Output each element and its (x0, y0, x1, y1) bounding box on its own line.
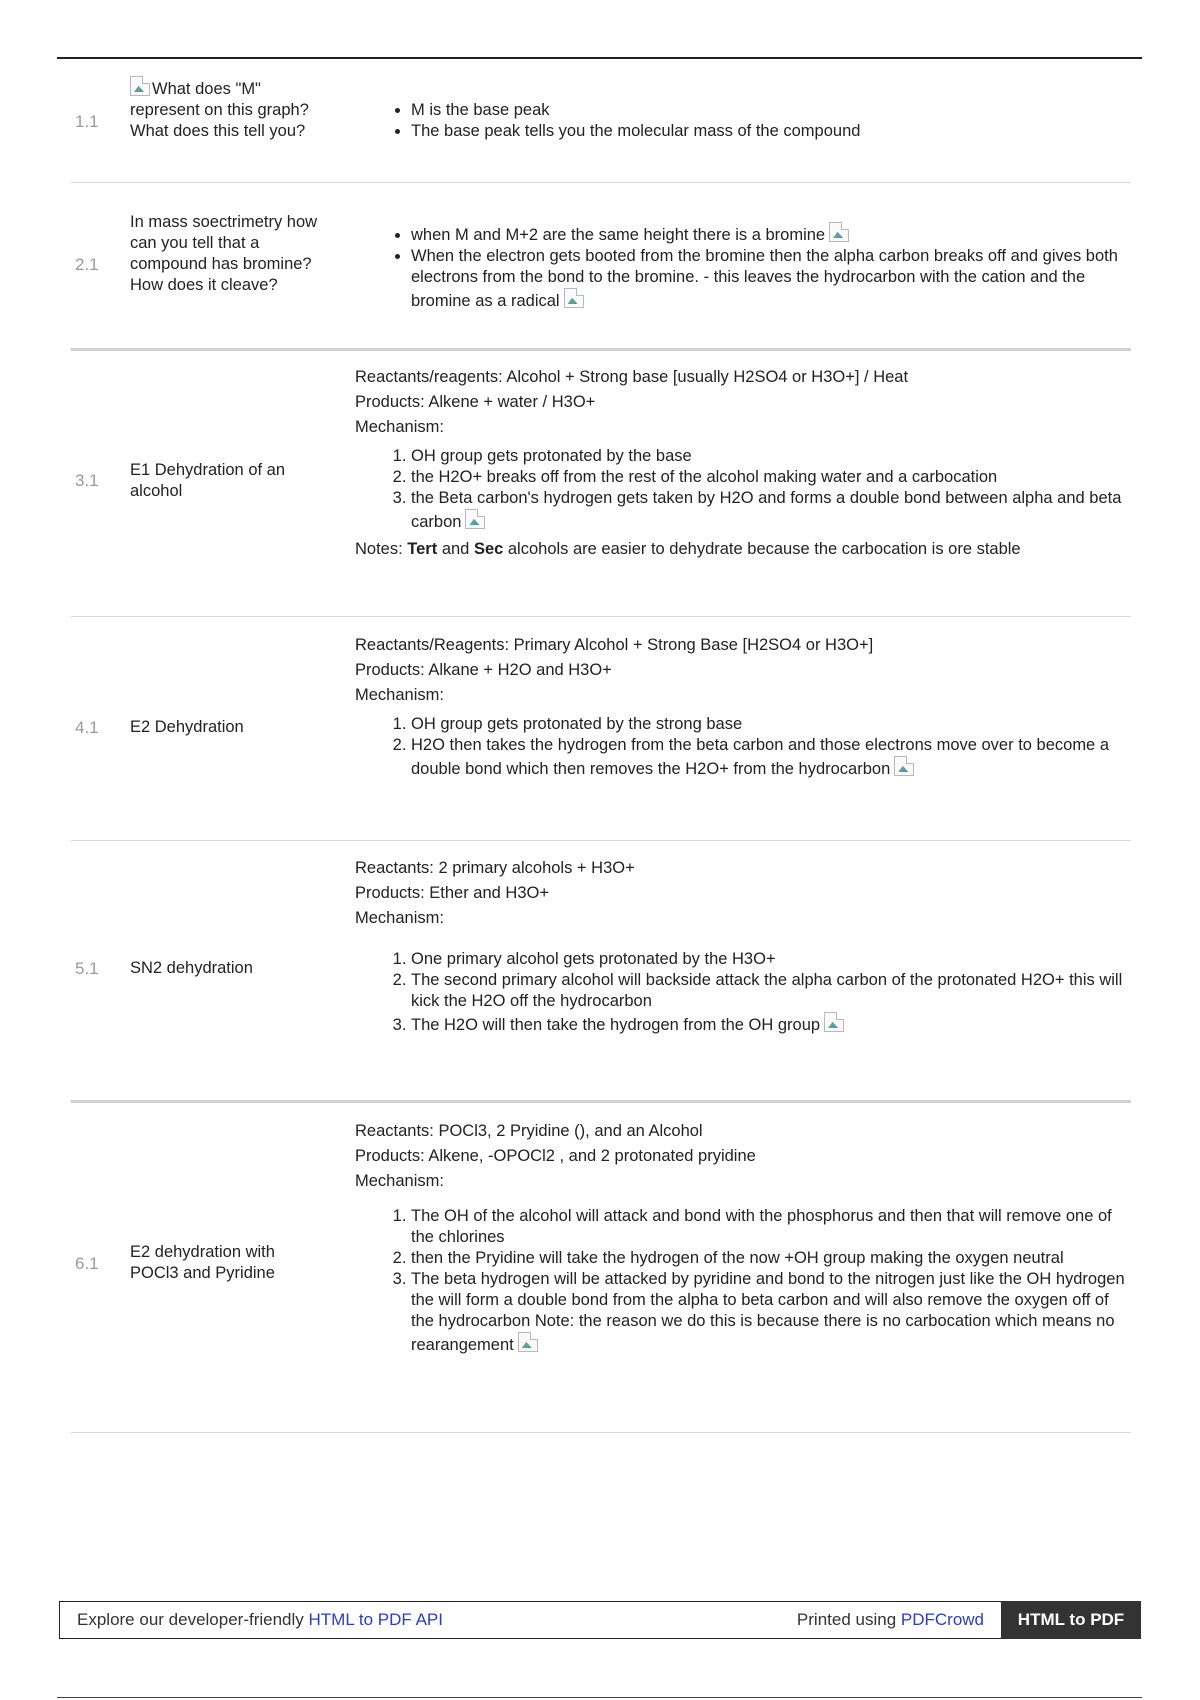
card-number: 4.1 (75, 718, 99, 737)
reactants-line: Reactants/Reagents: Primary Alcohol + Strong Base [H2SO4 or H3O+] (355, 636, 874, 654)
pdfcrowd-link[interactable]: PDFCrowd (900, 1610, 984, 1629)
list-item: • when M and M+2 are the same height there is a bromine (411, 222, 1131, 246)
footer-explore-text: Explore our developer-friendly HTML to PDF API (77, 1610, 443, 1629)
mechanism-steps (355, 949, 1131, 1036)
flashcard-3-1 (71, 360, 1131, 615)
list-item: 2. then the Pryidine will take the hydrogen of the now +OH group making the oxygen neutral (411, 1248, 1131, 1269)
products-line: Products: Alkene, -OPOCl2 , and 2 protonated pryidine (355, 1147, 756, 1165)
reactants-line: Reactants: POCl3, 2 Pryidine (), and an Alcohol (355, 1122, 703, 1140)
mechanism-steps (355, 1206, 1131, 1356)
list-item: 1. The OH of the alcohol will attack and bond with the phosphorus and then that will remove one of the chlorines (411, 1206, 1131, 1248)
notes-line: Notes: Tert and Sec alcohols are easier to dehydrate because the carbocation is ore stable (355, 540, 1021, 558)
card-divider (71, 1100, 1131, 1103)
mechanism-steps (355, 714, 1131, 780)
card-number: 6.1 (75, 1254, 99, 1273)
mechanism-label: Mechanism: (355, 686, 444, 704)
flashcard-4-1 (71, 628, 1131, 838)
card-divider (71, 840, 1131, 841)
html-to-pdf-api-link[interactable]: HTML to PDF API (308, 1610, 443, 1629)
products-line: Products: Ether and H3O+ (355, 884, 549, 902)
card-divider (71, 616, 1131, 617)
card-number: 5.1 (75, 959, 99, 978)
list-item: 3. the Beta carbon's hydrogen gets taken by H2O and forms a double bond between alpha and beta carbon (411, 488, 1131, 533)
list-item: 2. The second primary alcohol will backside attack the alpha carbon of the protonated H2O+ this will kick the H2O off the hydrocarbon (411, 970, 1131, 1012)
list-item: • M is the base peak (411, 100, 1131, 121)
answer-list (355, 222, 1131, 312)
card-answer (355, 1121, 1131, 1362)
bottom-rule (57, 1697, 1142, 1698)
card-number: 3.1 (75, 471, 99, 490)
card-answer (355, 222, 1131, 312)
list-item: 1. OH group gets protonated by the strong base (411, 714, 1131, 735)
broken-image-icon (824, 1012, 844, 1032)
list-item: 1. OH group gets protonated by the base (411, 446, 1131, 467)
answer-list (355, 100, 1131, 142)
flashcard-1-1 (71, 70, 1131, 182)
card-question: E2 Dehydration (130, 718, 244, 736)
flashcard-6-1 (71, 1112, 1131, 1430)
broken-image-icon (130, 76, 150, 96)
card-answer (355, 635, 1131, 786)
list-item: 2. H2O then takes the hydrogen from the beta carbon and those electrons move over to become a double bond which then removes the H2O+ from the hydrocarbon (411, 735, 1131, 780)
card-answer (355, 858, 1131, 1042)
reactants-line: Reactants/reagents: Alcohol + Strong base [usually H2SO4 or H3O+] / Heat (355, 368, 909, 386)
flashcard-5-1 (71, 852, 1131, 1097)
card-divider (71, 182, 1131, 183)
products-line: Products: Alkane + H2O and H3O+ (355, 661, 612, 679)
card-question: SN2 dehydration (130, 959, 253, 977)
flashcard-2-1 (71, 195, 1131, 345)
list-item: 3. The beta hydrogen will be attacked by pyridine and bond to the nitrogen just like the OH hydrogen the will form a double bond from the alpha to beta carbon and will also remove the oxygen off of the hydrocarbon Note: the reason we do this is because there is no carbocation which means no rearangement (411, 1269, 1131, 1356)
mechanism-label: Mechanism: (355, 418, 444, 436)
broken-image-icon (518, 1332, 538, 1352)
pdfcrowd-footer (59, 1601, 1141, 1639)
card-question: E1 Dehydration of an alcohol (130, 461, 286, 500)
top-rule (57, 57, 1142, 59)
broken-image-icon (829, 222, 849, 242)
card-question: E2 dehydration with POCl3 and Pyridine (130, 1243, 275, 1282)
footer-printed-text: Printed using PDFCrowd (796, 1610, 984, 1629)
card-question: In mass soectrimetry how can you tell that a compound has bromine? How does it cleave? (130, 213, 318, 294)
broken-image-icon (894, 756, 914, 776)
card-answer (355, 100, 1131, 142)
broken-image-icon (564, 288, 584, 308)
card-answer (355, 367, 1131, 564)
list-item: 3. The H2O will then take the hydrogen from the OH group (411, 1012, 1131, 1036)
card-question: What does "M" represent on this graph? What does this tell you? (130, 76, 320, 142)
card-number: 1.1 (75, 112, 99, 131)
card-divider (71, 1432, 1131, 1433)
card-number: 2.1 (75, 255, 99, 274)
list-item: • When the electron gets booted from the bromine then the alpha carbon breaks off and gives both electrons from the bond to the bromine. - this leaves the hydrocarbon with the cation and the bromine as a radical (411, 246, 1131, 312)
products-line: Products: Alkene + water / H3O+ (355, 393, 596, 411)
list-item: 2. the H2O+ breaks off from the rest of the alcohol making water and a carbocation (411, 467, 1131, 488)
html-to-pdf-button[interactable]: HTML to PDF (1001, 1601, 1141, 1639)
list-item: 1. One primary alcohol gets protonated by the H3O+ (411, 949, 1131, 970)
mechanism-steps (355, 446, 1131, 533)
reactants-line: Reactants: 2 primary alcohols + H3O+ (355, 859, 635, 877)
list-item: • The base peak tells you the molecular mass of the compound (411, 121, 1131, 142)
mechanism-label: Mechanism: (355, 1172, 444, 1190)
broken-image-icon (465, 509, 485, 529)
card-divider (71, 348, 1131, 351)
mechanism-label: Mechanism: (355, 909, 444, 927)
